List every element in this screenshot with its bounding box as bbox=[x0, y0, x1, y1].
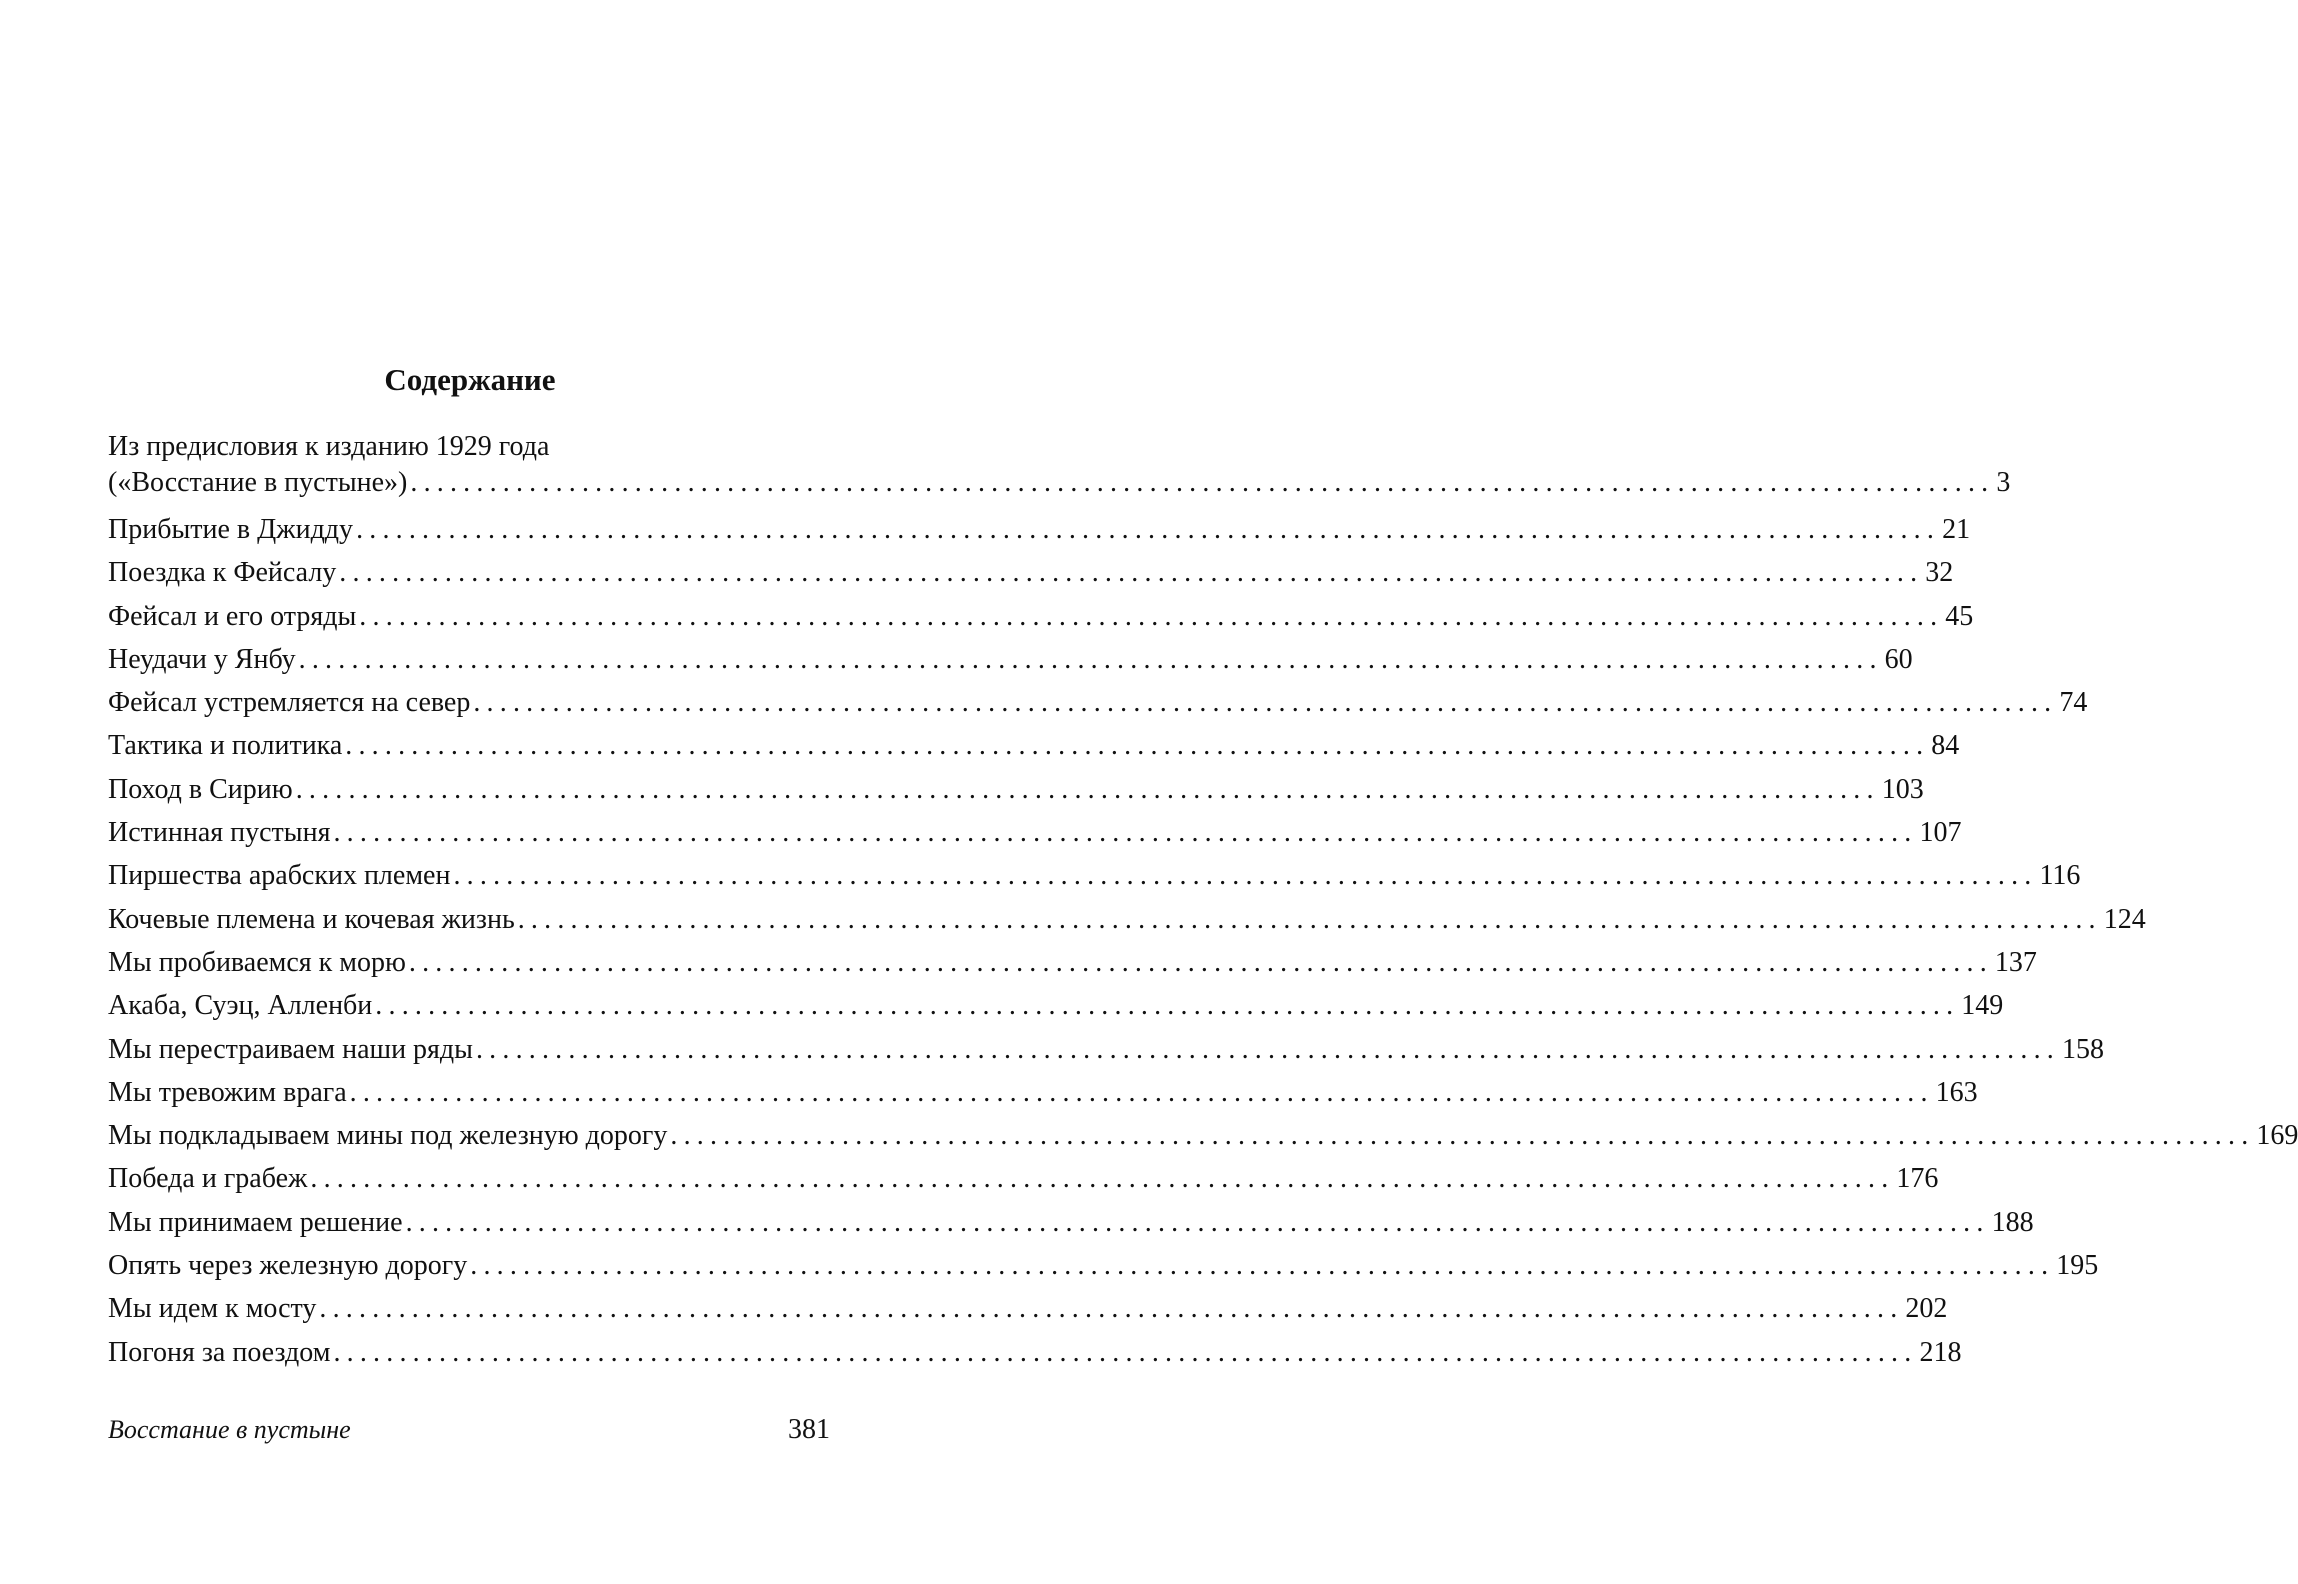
toc-entry-title: Прибытие в Джидду bbox=[108, 514, 354, 545]
toc-entry-title: Поездка к Фейсалу bbox=[108, 557, 337, 589]
toc-entry-page: 124 bbox=[2103, 903, 2146, 935]
toc-entry-page: 169 bbox=[2256, 1120, 2298, 1152]
dot-leader: ........................................................................................................................ bbox=[319, 1293, 1904, 1325]
toc-entry-page: 202 bbox=[1905, 1293, 1948, 1325]
toc-entry-page: 84 bbox=[1931, 730, 1960, 762]
toc-entry-title: Мы тревожим врага bbox=[108, 1076, 347, 1108]
toc-entry bbox=[108, 508, 1971, 551]
toc-entry-page: 60 bbox=[1884, 643, 1913, 675]
toc-entry-title: Акаба, Суэц, Алленби bbox=[108, 990, 373, 1022]
toc-entry bbox=[108, 1287, 1948, 1330]
dot-leader: ........................................................................................................................ bbox=[295, 773, 1880, 805]
toc-entry-page: 195 bbox=[2056, 1250, 2099, 1282]
toc-entry bbox=[108, 638, 1913, 681]
page-title: Содержание bbox=[384, 362, 556, 397]
dot-leader: ........................................................................................................................ bbox=[408, 946, 1993, 978]
dot-leader: ........................................................................................................................ bbox=[345, 730, 1930, 762]
toc-entry bbox=[108, 1201, 2034, 1244]
dot-leader: ........................................................................................................................ bbox=[298, 643, 1883, 675]
toc-entry-page: 149 bbox=[1961, 990, 2004, 1022]
toc-entry-title-line2: («Восстание в пустыне») bbox=[108, 467, 408, 498]
toc-entry-title: Мы перестраиваем наши ряды bbox=[108, 1033, 473, 1065]
dot-leader: ........................................................................................................................ bbox=[349, 1076, 1934, 1108]
toc-entry-title: Поход в Сирию bbox=[108, 773, 293, 805]
toc-entry-title: Мы идем к мосту bbox=[108, 1293, 317, 1325]
toc-entry-row bbox=[108, 465, 2011, 501]
toc-entry-title: Истинная пустыня bbox=[108, 817, 331, 849]
toc-entry bbox=[108, 984, 2004, 1027]
toc-entry-title: Фейсал устремляется на север bbox=[108, 687, 471, 719]
page-footer bbox=[108, 1410, 830, 1450]
toc-entry-title: Неудачи у Янбу bbox=[108, 643, 296, 675]
toc-entry-page: 45 bbox=[1945, 600, 1974, 632]
toc-entry-title: Победа и грабеж bbox=[108, 1163, 308, 1195]
dot-leader: ........................................................................................................................ bbox=[356, 514, 1941, 545]
toc-entry bbox=[108, 724, 1960, 767]
toc-entry-page: 116 bbox=[2039, 860, 2081, 892]
toc-entry bbox=[108, 1244, 2099, 1287]
toc-entry bbox=[108, 1071, 1978, 1114]
toc-entry bbox=[108, 1157, 1939, 1200]
dot-leader: ........................................................................................................................ bbox=[339, 557, 1924, 589]
toc-entry bbox=[108, 898, 2146, 941]
toc-entry-page: 21 bbox=[1942, 514, 1971, 545]
table-of-contents bbox=[108, 429, 2298, 1374]
toc-entry-title: Мы подкладываем мины под железную дорогу bbox=[108, 1120, 668, 1152]
toc-entry-title: Фейсал и его отряды bbox=[108, 600, 357, 632]
toc-entry bbox=[108, 681, 2088, 724]
toc-entry bbox=[108, 1114, 2298, 1157]
toc-entry-title: Опять через железную дорогу bbox=[108, 1250, 468, 1282]
toc-entry bbox=[108, 768, 1924, 811]
toc-entry-title: Мы принимаем решение bbox=[108, 1206, 403, 1238]
toc-entry-page: 163 bbox=[1935, 1076, 1978, 1108]
toc-entry-title: Кочевые племена и кочевая жизнь bbox=[108, 903, 515, 935]
dot-leader: ........................................................................................................................ bbox=[475, 1033, 2060, 1065]
toc-entry-page: 32 bbox=[1925, 557, 1954, 589]
toc-entry bbox=[108, 1331, 1962, 1374]
dot-leader: ........................................................................................................................ bbox=[310, 1163, 1895, 1195]
toc-entry-title: Мы пробиваемся к морю bbox=[108, 946, 406, 978]
toc-entry-page: 3 bbox=[1996, 467, 2011, 498]
dot-leader: ........................................................................................................................ bbox=[333, 817, 1918, 849]
page-number: 381 bbox=[788, 1414, 830, 1445]
toc-entry bbox=[108, 811, 1962, 854]
toc-entry-title-line1: Из предисловия к изданию 1929 года bbox=[108, 431, 550, 462]
toc-entry-title: Погоня за поездом bbox=[108, 1336, 331, 1368]
dot-leader: ........................................................................................................................ bbox=[375, 990, 1960, 1022]
dot-leader: ........................................................................................................................ bbox=[517, 903, 2102, 935]
toc-entry-page: 103 bbox=[1881, 773, 1924, 805]
toc-entry bbox=[108, 1028, 2104, 1071]
running-title: Восстание в пустыне bbox=[108, 1415, 351, 1444]
dot-leader: ........................................................................................................................ bbox=[473, 687, 2058, 719]
toc-entry-title: Пиршества арабских племен bbox=[108, 860, 451, 892]
toc-entry-page: 188 bbox=[1991, 1206, 2034, 1238]
toc-entry-page: 158 bbox=[2061, 1033, 2104, 1065]
toc-entry-page: 137 bbox=[1994, 946, 2037, 978]
dot-leader: ........................................................................................................................ bbox=[410, 467, 1995, 498]
toc-entry bbox=[108, 941, 2037, 984]
toc-entry-page: 107 bbox=[1919, 817, 1962, 849]
toc-entry bbox=[108, 595, 1974, 638]
dot-leader: ........................................................................................................................ bbox=[453, 860, 2038, 892]
toc-entry bbox=[108, 551, 1954, 594]
toc-entry-page: 218 bbox=[1919, 1336, 1962, 1368]
dot-leader: ........................................................................................................................ bbox=[333, 1336, 1918, 1368]
toc-entry-title: Тактика и политика bbox=[108, 730, 343, 762]
toc-entry-page: 74 bbox=[2059, 687, 2088, 719]
dot-leader: ........................................................................................................................ bbox=[405, 1206, 1990, 1238]
dot-leader: ........................................................................................................................ bbox=[359, 600, 1944, 632]
toc-entry-page: 176 bbox=[1896, 1163, 1939, 1195]
toc-entry bbox=[108, 854, 2081, 897]
dot-leader: ........................................................................................................................ bbox=[470, 1250, 2055, 1282]
dot-leader: ........................................................................................................................ bbox=[670, 1120, 2255, 1152]
toc-entry bbox=[108, 429, 2011, 508]
